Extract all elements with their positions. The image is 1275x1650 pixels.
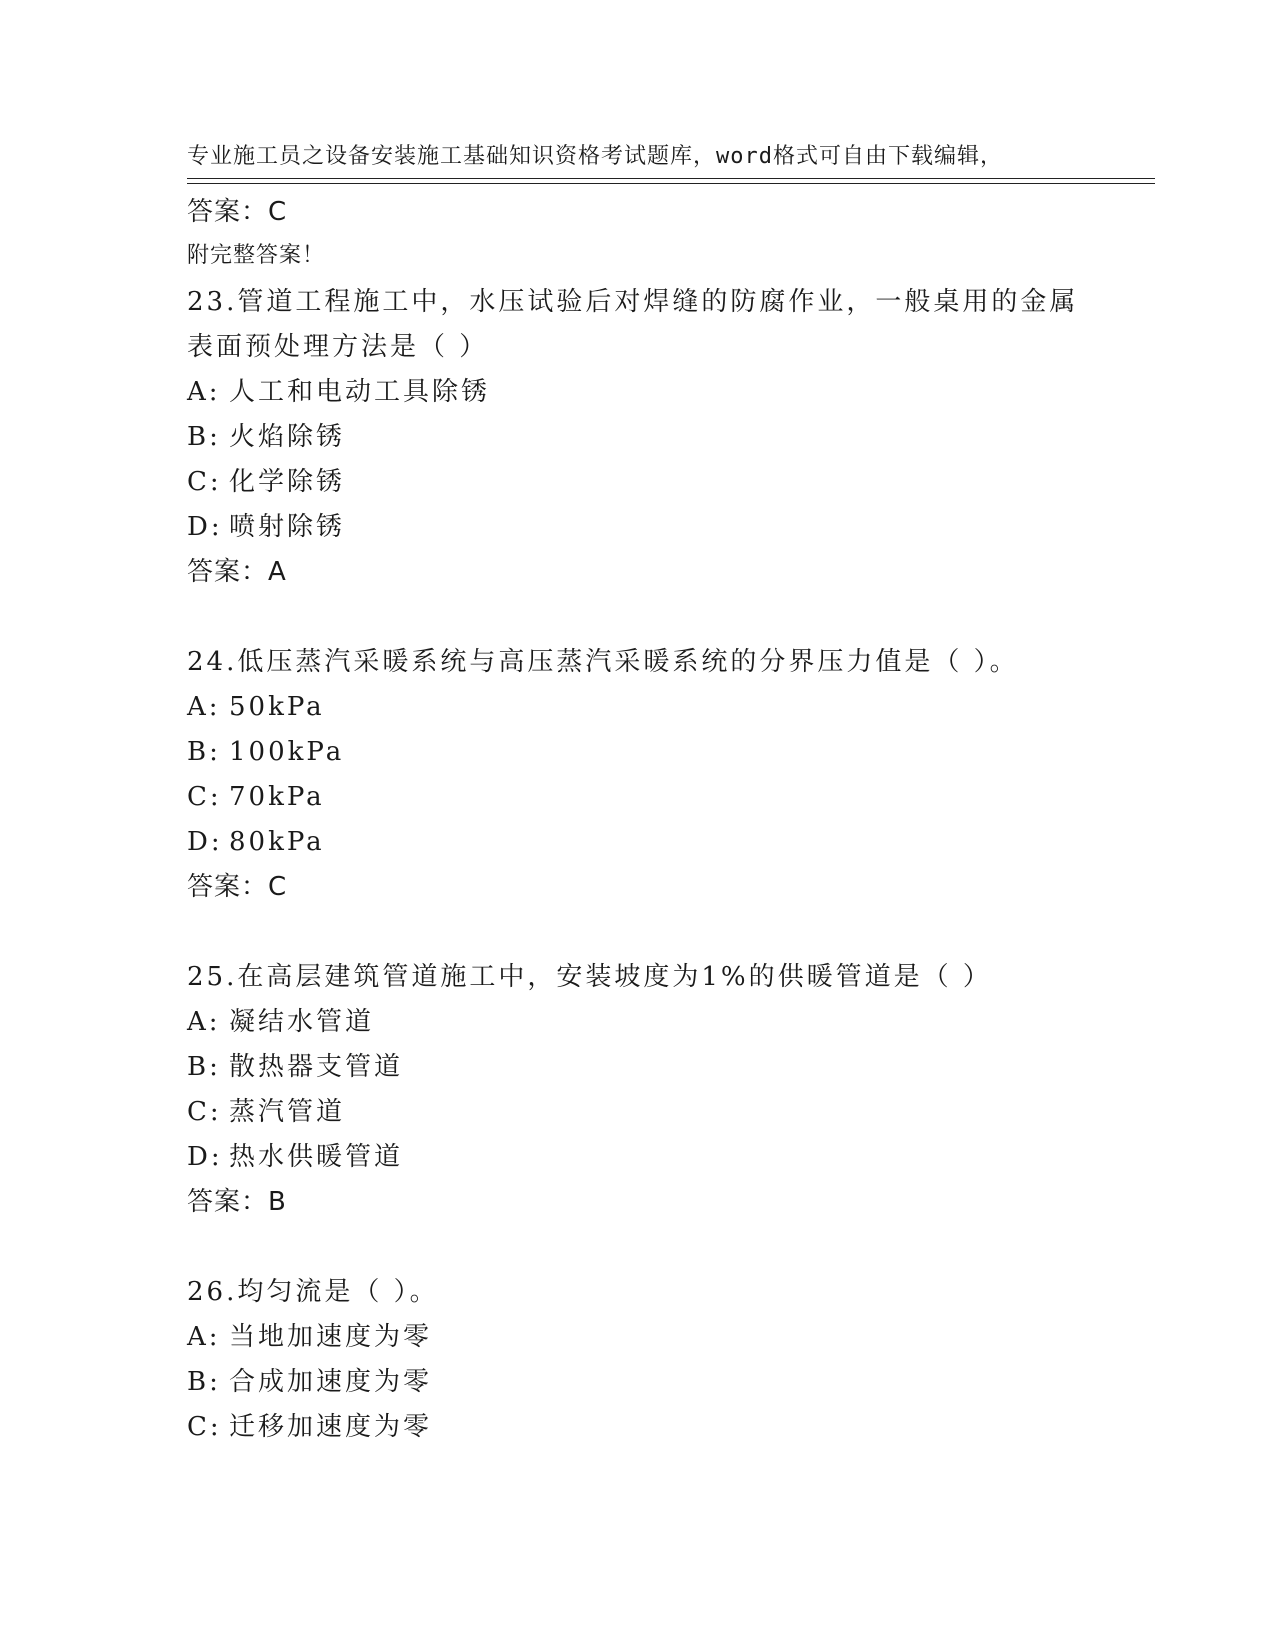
option-b xyxy=(187,1360,1087,1405)
option-text: 蒸汽管道 xyxy=(229,1097,346,1127)
question-stem-line-1: 24.低压蒸汽采暖系统与高压蒸汽采暖系统的分界压力值是（ ）。 xyxy=(187,647,1019,677)
option-text: 热水供暖管道 xyxy=(229,1142,404,1172)
option-key: B: xyxy=(187,1367,221,1397)
option-text: 迁移加速度为零 xyxy=(229,1412,433,1442)
option-key: D: xyxy=(187,827,223,857)
option-key: A: xyxy=(187,377,221,407)
option-text: 凝结水管道 xyxy=(229,1007,375,1037)
header-divider-bottom xyxy=(187,183,1155,184)
question-26 xyxy=(187,1270,1087,1450)
option-d xyxy=(187,820,1087,865)
option-text: 化学除锈 xyxy=(229,467,346,497)
option-key: B: xyxy=(187,422,221,452)
option-key: D: xyxy=(187,512,223,542)
option-key: C: xyxy=(187,782,222,812)
option-text: 合成加速度为零 xyxy=(229,1367,433,1397)
question-stem-line-2: 表面预处理方法是（ ） xyxy=(187,332,489,362)
header-line-1: 专业施工员之设备安装施工基础知识资格考试题库，word格式可自由下载编辑， xyxy=(187,144,1003,169)
option-key: D: xyxy=(187,1142,223,1172)
option-c xyxy=(187,1090,1087,1135)
question-stem xyxy=(187,1270,1087,1315)
option-key: B: xyxy=(187,737,221,767)
question-stem-line-1: 23.管道工程施工中，水压试验后对焊缝的防腐作业，一般桌用的金属 xyxy=(187,287,1079,317)
question-24 xyxy=(187,640,1087,910)
option-key: C: xyxy=(187,467,222,497)
option-key: B: xyxy=(187,1052,221,1082)
question-stem xyxy=(187,280,1087,370)
option-key: A: xyxy=(187,1322,221,1352)
option-text: 100kPa xyxy=(229,737,345,767)
option-a xyxy=(187,685,1087,730)
question-list xyxy=(187,190,1087,1450)
option-text: 80kPa xyxy=(229,827,325,857)
option-key: C: xyxy=(187,1097,222,1127)
answer-line: 答案：B xyxy=(187,1187,287,1217)
option-a xyxy=(187,370,1087,415)
option-key: A: xyxy=(187,692,221,722)
option-b xyxy=(187,415,1087,460)
option-key: C: xyxy=(187,1412,222,1442)
option-a xyxy=(187,1315,1087,1360)
question-25 xyxy=(187,955,1087,1225)
option-b xyxy=(187,730,1087,775)
header-divider-top xyxy=(187,178,1155,179)
option-text: 火焰除锈 xyxy=(229,422,346,452)
question-stem-line-1: 25.在高层建筑管道施工中，安装坡度为1%的供暖管道是（ ） xyxy=(187,962,992,992)
option-a xyxy=(187,1000,1087,1045)
option-c xyxy=(187,1405,1087,1450)
option-text: 50kPa xyxy=(229,692,325,722)
option-key: A: xyxy=(187,1007,221,1037)
option-b xyxy=(187,1045,1087,1090)
option-text: 散热器支管道 xyxy=(229,1052,404,1082)
question-23 xyxy=(187,280,1087,595)
option-c xyxy=(187,775,1087,820)
option-text: 人工和电动工具除锈 xyxy=(229,377,491,407)
question-stem-line-1: 26.均匀流是（ ）。 xyxy=(187,1277,439,1307)
question-stem xyxy=(187,955,1087,1000)
header-line-2: 附完整答案！ xyxy=(187,243,326,268)
question-stem xyxy=(187,640,1087,685)
previous-answer: 答案：C xyxy=(187,197,288,227)
option-text: 当地加速度为零 xyxy=(229,1322,433,1352)
option-d xyxy=(187,1135,1087,1180)
option-text: 喷射除锈 xyxy=(229,512,346,542)
answer-line: 答案：A xyxy=(187,557,287,587)
option-text: 70kPa xyxy=(229,782,325,812)
answer-line: 答案：C xyxy=(187,872,288,902)
option-c xyxy=(187,460,1087,505)
option-d xyxy=(187,505,1087,550)
